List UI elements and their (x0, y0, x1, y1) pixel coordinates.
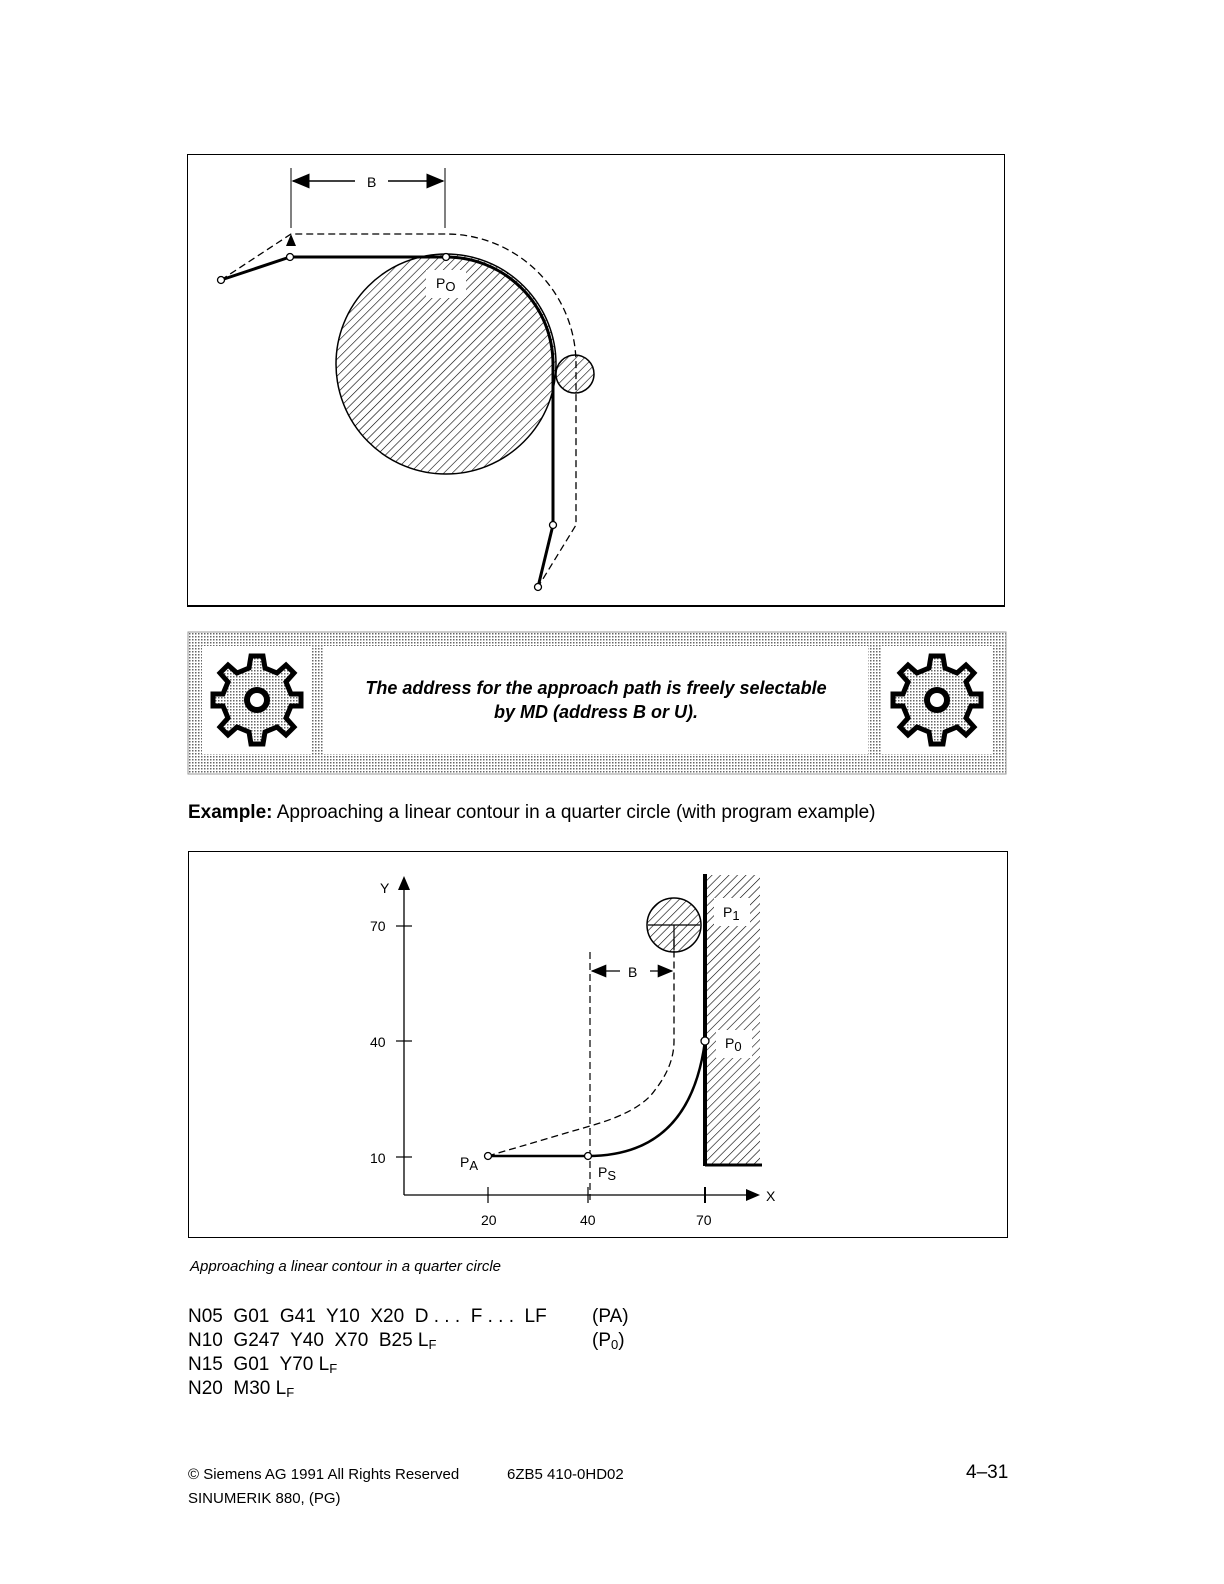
dimension-b-label-2: B (628, 964, 638, 980)
program-line-4: N20 M30 $L_F$ (188, 1378, 295, 1400)
point-pa-label: $P_A$ (460, 1154, 479, 1173)
program-line-1: N05 G01 G41 Y10 X20 D . . . F . . . LF (188, 1306, 547, 1327)
contour-path-2 (488, 1041, 705, 1156)
footer-order-number: 6ZB5 410-0HD02 (507, 1466, 624, 1483)
program-comment-1: (PA) (592, 1306, 629, 1327)
program-line-3: N15 G01 Y70 $L_F$ (188, 1354, 338, 1376)
program-comment-2: $(P_0)$ (592, 1330, 625, 1352)
page-number: 4–31 (966, 1462, 1009, 1483)
point-p1-label: $P_1$ (723, 904, 740, 923)
axis-x-label: X (766, 1188, 776, 1204)
program-line-2: N10 G247 Y40 X70 B25 $L_F$ (188, 1330, 437, 1352)
example-text: Approaching a linear contour in a quarter circle (with program example) (272, 802, 876, 823)
example-label: Example: (188, 802, 273, 823)
note-line-2: by MD (address B or U). (493, 702, 699, 722)
note-line-1: The address for the approach path is freely selectable (365, 678, 827, 698)
footer-product: SINUMERIK 880, (PG) (188, 1490, 341, 1507)
point-po-label: $P_O$ (436, 275, 456, 294)
x-tick-40: 40 (580, 1212, 596, 1228)
tool-center-path-2 (488, 940, 674, 1156)
y-tick-40: 40 (370, 1034, 386, 1050)
axis-y-label: Y (380, 880, 390, 896)
x-tick-70: 70 (696, 1212, 712, 1228)
y-tick-70: 70 (370, 918, 386, 934)
dimension-b-label: B (364, 174, 379, 190)
point-ps-label: $P_S$ (598, 1164, 617, 1183)
x-tick-20: 20 (481, 1212, 497, 1228)
footer-copyright: © Siemens AG 1991 All Rights Reserved (188, 1466, 460, 1483)
figure-caption: Approaching a linear contour in a quarter circle (190, 1258, 502, 1275)
point-p0-label: $P_0$ (725, 1035, 742, 1054)
y-tick-10: 10 (370, 1150, 386, 1166)
